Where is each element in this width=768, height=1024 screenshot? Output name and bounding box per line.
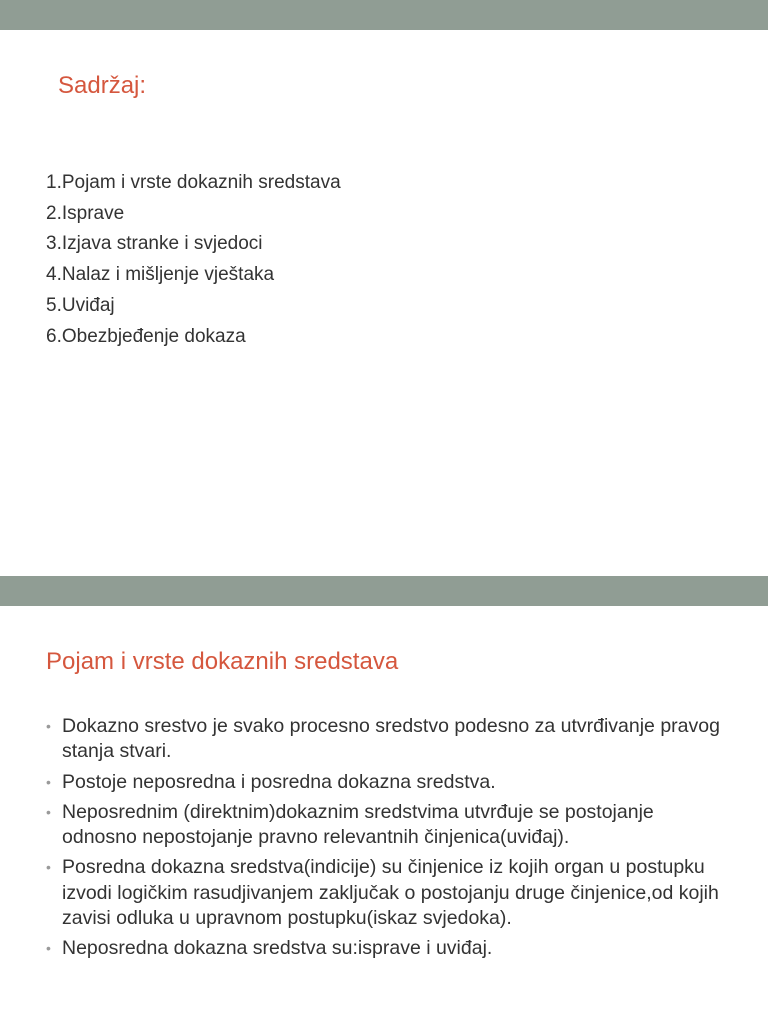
bullet-icon: • <box>46 940 51 957</box>
slide-header-bar <box>0 576 768 606</box>
slide-header-bar <box>0 0 768 30</box>
slide-title: Pojam i vrste dokaznih sredstava <box>46 648 399 675</box>
bullet-icon: • <box>46 803 51 820</box>
toc-item: 6.Obezbjeđenje dokaza <box>46 325 246 347</box>
bullet-item <box>46 770 726 795</box>
toc-item: 2.Isprave <box>46 202 125 224</box>
slide-evidence-types <box>0 576 768 1024</box>
toc-item: 1.Pojam i vrste dokaznih sredstava <box>46 172 341 193</box>
bullet-text: Postoje neposredna i posredna dokazna sredstva. <box>62 770 496 793</box>
bullet-icon: • <box>46 773 51 790</box>
toc-item: 3.Izjava stranke i svjedoci <box>46 233 263 255</box>
bullet-text: Neposrednim (direktnim)dokaznim sredstvima utvrđuje se postojanje odnosno nepostojanje pravno relevantnih činjenica(uviđaj). <box>62 800 654 849</box>
bullet-item <box>46 936 726 961</box>
slide-title: Sadržaj: <box>58 72 147 99</box>
bullet-item <box>46 855 726 931</box>
bullet-list <box>46 714 726 967</box>
table-of-contents <box>46 168 341 352</box>
bullet-text: Dokazno srestvo je svako procesno sredstvo podesno za utvrđivanje pravog stanja stvari. <box>62 715 720 763</box>
toc-item: 4.Nalaz i mišljenje vještaka <box>46 264 275 286</box>
bullet-icon: • <box>46 718 51 734</box>
toc-item: 5.Uviđaj <box>46 294 115 316</box>
bullet-item <box>46 714 726 765</box>
bullet-icon: • <box>46 859 51 876</box>
bullet-text: Posredna dokazna sredstva(indicije) su činjenice iz kojih organ u postupku izvodi logičkim rasudjivanjem zaključak o postojanju druge činjenice,od kojih zavisi odluka u upravnom postupku(iskaz svjedoka). <box>62 856 719 930</box>
bullet-item <box>46 800 726 851</box>
bullet-text: Neposredna dokazna sredstva su:isprave i uviđaj. <box>62 937 493 960</box>
